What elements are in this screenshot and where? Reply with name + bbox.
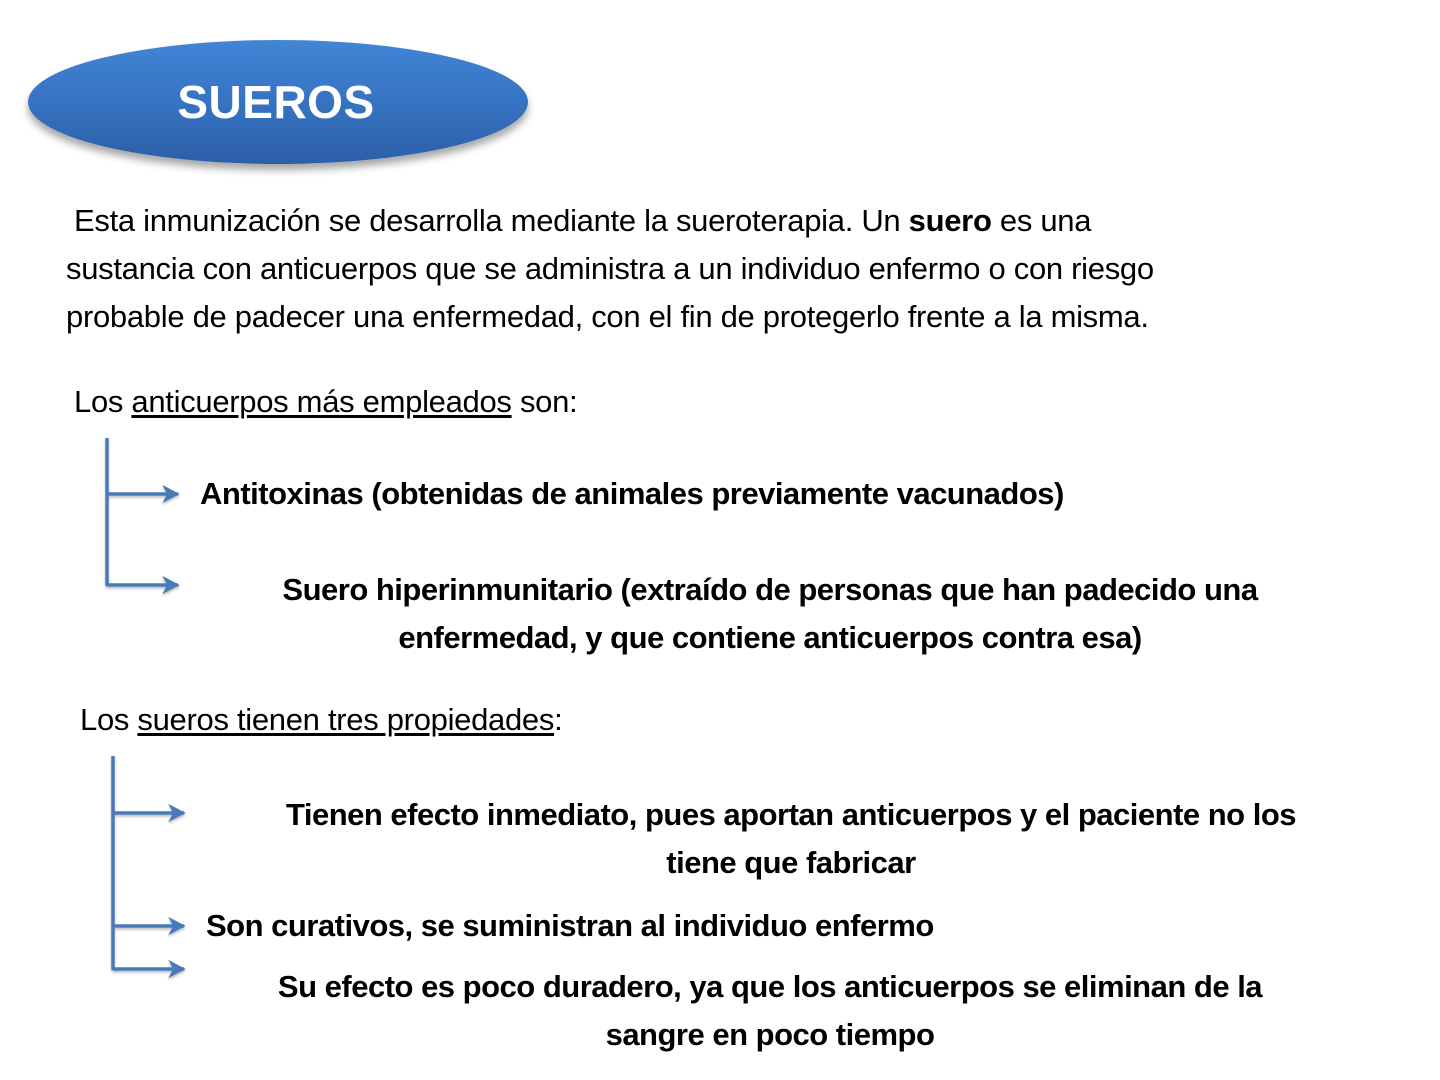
property-item-2: Son curativos, se suministran al individuo enfermo [206,908,934,943]
branch-connector [106,754,206,984]
heading-text: son: [511,384,578,419]
page-title: SUEROS [177,76,375,128]
intro-line-2: sustancia con anticuerpos que se administra a un individuo enfermo o con riesgo [66,251,1154,286]
branch-connector [100,436,200,596]
suero-term: suero [908,203,992,238]
property-item-3-line-2: sangre en poco tiempo [605,1017,935,1052]
arrow-right-icon [12,214,66,230]
antibodies-heading [74,378,577,426]
title-banner [28,40,528,164]
heading-underlined: anticuerpos más empleados [131,384,512,419]
intro-text: Esta inmunización se desarrolla mediante la sueroterapia. Un [74,203,909,238]
arrow-right-icon [12,394,66,410]
intro-text: es una [991,203,1092,238]
intro-line-3: probable de padecer una enfermedad, con el fin de protegerlo frente a la misma. [66,299,1149,334]
property-item-1-line-2: tiene que fabricar [666,845,916,880]
heading-text: Los [74,384,132,419]
arrow-right-icon [16,712,70,728]
heading-text: : [554,702,563,737]
heading-underlined: sueros tienen tres propiedades [137,702,555,737]
properties-heading [80,696,562,744]
property-item-1-line-1: Tienen efecto inmediato, pues aportan anticuerpos y el paciente no los [285,797,1297,832]
intro-line-1 [74,197,1091,245]
antibody-item-suero-line-2: enfermedad, y que contiene anticuerpos contra esa) [398,620,1142,655]
antibody-item-antitoxinas: Antitoxinas (obtenidas de animales previamente vacunados) [200,476,1064,511]
property-item-3-line-1: Su efecto es poco duradero, ya que los anticuerpos se eliminan de la [277,969,1263,1004]
antibody-item-suero-line-1: Suero hiperinmunitario (extraído de personas que han padecido una [282,572,1258,607]
heading-text: Los [80,702,138,737]
